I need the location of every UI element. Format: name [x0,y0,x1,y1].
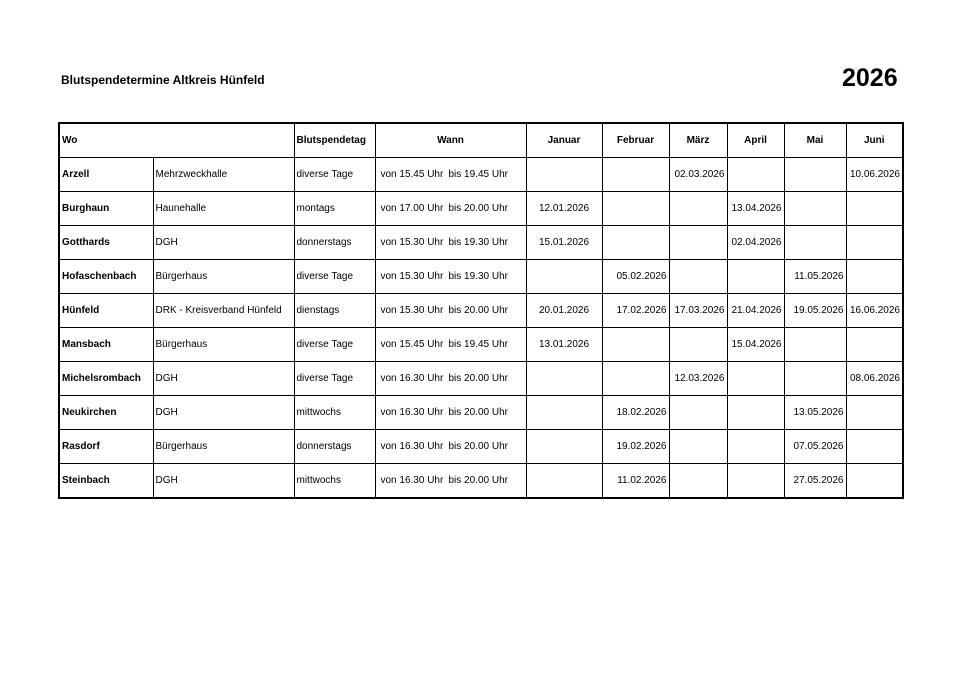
time-from: von 17.00 Uhr [380,203,444,214]
date-cell [669,192,727,226]
date-cell [846,396,903,430]
date-cell [727,430,784,464]
time-cell [375,464,526,499]
date-cell: 27.05.2026 [784,464,846,499]
day-cell: mittwochs [294,464,375,499]
table-row [59,192,903,226]
venue-cell: Bürgerhaus [153,430,294,464]
venue-cell: DGH [153,464,294,499]
date-cell [526,362,602,396]
time-from: von 16.30 Uhr [380,373,444,384]
column-header-month: April [727,123,784,158]
place-cell: Hofaschenbach [59,260,153,294]
time-to: bis 20.00 Uhr [448,441,508,452]
date-cell: 11.05.2026 [784,260,846,294]
date-cell [526,158,602,192]
date-cell: 18.02.2026 [602,396,669,430]
date-cell [602,362,669,396]
time-to: bis 20.00 Uhr [448,407,508,418]
day-cell: diverse Tage [294,158,375,192]
date-cell [846,464,903,499]
column-header-month: Juni [846,123,903,158]
day-cell: dienstags [294,294,375,328]
table-row [59,430,903,464]
day-cell: mittwochs [294,396,375,430]
date-cell [846,192,903,226]
time-from: von 16.30 Uhr [380,441,444,452]
date-cell: 05.02.2026 [602,260,669,294]
date-cell: 02.03.2026 [669,158,727,192]
date-cell [727,158,784,192]
day-cell: diverse Tage [294,328,375,362]
page-title: Blutspendetermine Altkreis Hünfeld [61,73,265,87]
date-cell [846,260,903,294]
date-cell: 19.05.2026 [784,294,846,328]
date-cell [669,226,727,260]
date-cell: 21.04.2026 [727,294,784,328]
time-cell [375,328,526,362]
table-row [59,396,903,430]
date-cell: 12.03.2026 [669,362,727,396]
date-cell: 12.01.2026 [526,192,602,226]
date-cell [784,328,846,362]
time-to: bis 19.30 Uhr [448,237,508,248]
date-cell [602,158,669,192]
day-cell: diverse Tage [294,362,375,396]
place-cell: Steinbach [59,464,153,499]
day-cell: montags [294,192,375,226]
time-to: bis 19.45 Uhr [448,169,508,180]
date-cell: 10.06.2026 [846,158,903,192]
time-to: bis 20.00 Uhr [448,475,508,486]
date-cell [784,362,846,396]
time-cell [375,260,526,294]
venue-cell: Mehrzweckhalle [153,158,294,192]
place-cell: Michelsrombach [59,362,153,396]
venue-cell: Bürgerhaus [153,328,294,362]
date-cell [727,396,784,430]
time-from: von 15.30 Uhr [380,305,444,316]
time-from: von 15.45 Uhr [380,339,444,350]
date-cell [784,158,846,192]
date-cell [846,226,903,260]
place-cell: Gotthards [59,226,153,260]
date-cell: 17.03.2026 [669,294,727,328]
time-cell [375,158,526,192]
date-cell [669,260,727,294]
time-cell [375,226,526,260]
time-cell [375,192,526,226]
column-header-month: Mai [784,123,846,158]
table-row [59,260,903,294]
date-cell: 13.01.2026 [526,328,602,362]
date-cell: 07.05.2026 [784,430,846,464]
column-header-month: Februar [602,123,669,158]
day-cell: donnerstags [294,430,375,464]
venue-cell: DGH [153,226,294,260]
schedule-table [58,122,904,499]
place-cell: Hünfeld [59,294,153,328]
column-header-tag: Blutspendetag [294,123,375,158]
time-from: von 15.30 Uhr [380,271,444,282]
place-cell: Neukirchen [59,396,153,430]
time-cell [375,430,526,464]
table-row [59,226,903,260]
date-cell [602,328,669,362]
date-cell: 11.02.2026 [602,464,669,499]
time-from: von 15.30 Uhr [380,237,444,248]
time-to: bis 20.00 Uhr [448,305,508,316]
venue-cell: DRK - Kreisverband Hünfeld [153,294,294,328]
date-cell [526,260,602,294]
year-heading: 2026 [842,64,898,92]
date-cell: 02.04.2026 [727,226,784,260]
time-to: bis 20.00 Uhr [448,373,508,384]
column-header-wo: Wo [59,123,294,158]
table-row [59,158,903,192]
place-cell: Rasdorf [59,430,153,464]
time-to: bis 20.00 Uhr [448,203,508,214]
date-cell [669,430,727,464]
date-cell [727,260,784,294]
date-cell [784,226,846,260]
date-cell [727,464,784,499]
place-cell: Burghaun [59,192,153,226]
table-row [59,294,903,328]
date-cell: 17.02.2026 [602,294,669,328]
date-cell: 13.05.2026 [784,396,846,430]
date-cell [669,464,727,499]
day-cell: donnerstags [294,226,375,260]
date-cell [727,362,784,396]
venue-cell: Bürgerhaus [153,260,294,294]
column-header-month: März [669,123,727,158]
column-header-month: Januar [526,123,602,158]
date-cell [846,328,903,362]
date-cell [526,396,602,430]
date-cell [784,192,846,226]
time-to: bis 19.45 Uhr [448,339,508,350]
venue-cell: DGH [153,396,294,430]
time-from: von 16.30 Uhr [380,475,444,486]
header-row [59,123,903,158]
date-cell [526,430,602,464]
time-from: von 15.45 Uhr [380,169,444,180]
time-to: bis 19.30 Uhr [448,271,508,282]
venue-cell: DGH [153,362,294,396]
table-row [59,328,903,362]
time-cell [375,362,526,396]
time-cell [375,294,526,328]
date-cell: 13.04.2026 [727,192,784,226]
date-cell: 08.06.2026 [846,362,903,396]
date-cell [602,192,669,226]
date-cell: 20.01.2026 [526,294,602,328]
date-cell: 19.02.2026 [602,430,669,464]
date-cell: 16.06.2026 [846,294,903,328]
date-cell: 15.01.2026 [526,226,602,260]
table-row [59,362,903,396]
date-cell [526,464,602,499]
place-cell: Arzell [59,158,153,192]
day-cell: diverse Tage [294,260,375,294]
date-cell: 15.04.2026 [727,328,784,362]
venue-cell: Haunehalle [153,192,294,226]
date-cell [602,226,669,260]
date-cell [669,396,727,430]
date-cell [669,328,727,362]
table-row [59,464,903,499]
time-cell [375,396,526,430]
date-cell [846,430,903,464]
place-cell: Mansbach [59,328,153,362]
time-from: von 16.30 Uhr [380,407,444,418]
column-header-wann: Wann [375,123,526,158]
